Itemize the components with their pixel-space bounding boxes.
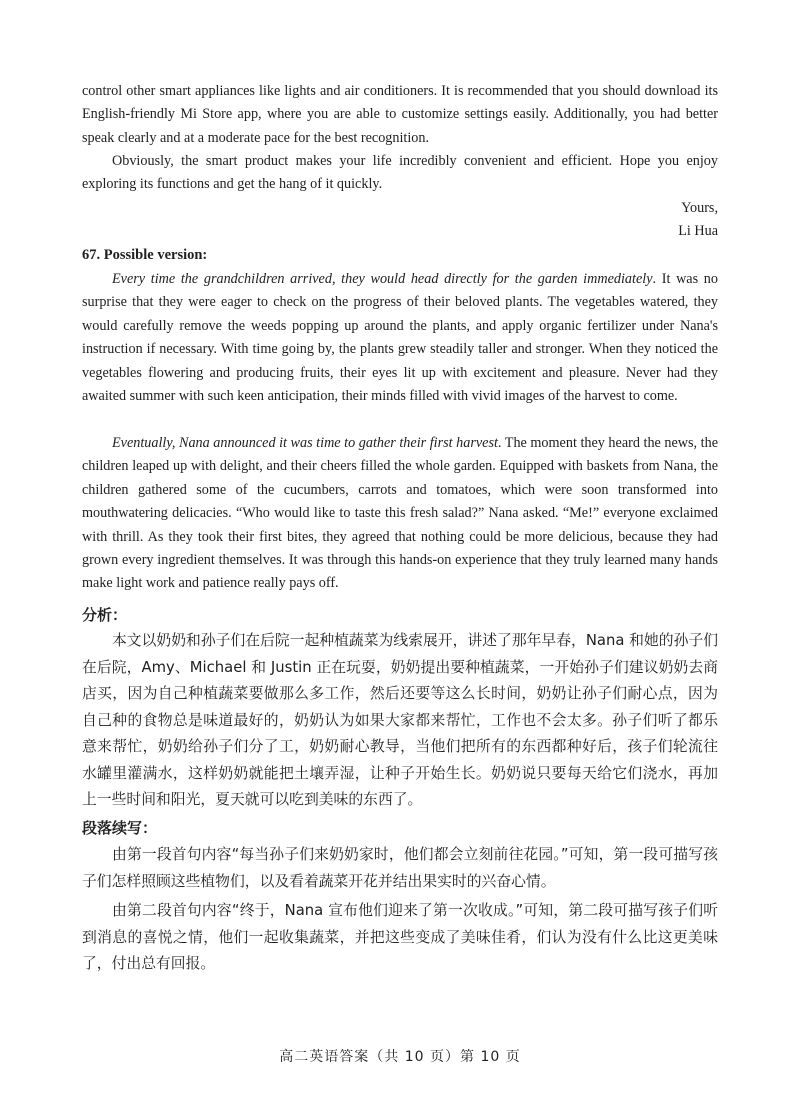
- email-closing-paragraph: Obviously, the smart product makes your life incredibly convenient and efficient. Hope you enjoy exploring its functions and get the hang of it quickly.: [82, 153, 718, 193]
- continuation-paragraph-1: 由第一段首句内容“每当孙子们来奶奶家时，他们都会立刻前往花园。”可知，第一段可描写孩子们怎样照顾这些植物们，以及看着蔬菜开花并结出果实时的兴奋心情。: [82, 846, 718, 890]
- email-body-paragraph: control other smart appliances like lights and air conditioners. It is recommended that you should download its English-friendly Mi Store app, where you are able to customize settings easily. Additionally, you had better speak clearly and at a moderate pace for the best recognition.: [82, 83, 718, 146]
- continuation-paragraph-2: 由第二段首句内容“终于，Nana 宣布他们迎来了第一次收成。”可知，第二段可描写孩子们听到消息的喜悦之情，他们一起收集蔬菜，并把这些变成了美味佳肴，们认为没有什么比这更美味了，付出总有回报。: [82, 902, 718, 972]
- story-paragraph-2: [82, 432, 718, 596]
- email-signature: Li Hua: [678, 223, 718, 239]
- continuation-heading: 段落续写：: [82, 819, 158, 837]
- question-67-heading: 67. Possible version:: [82, 247, 208, 263]
- story-paragraph-2-text: . The moment they heard the news, the children leaped up with delight, and their cheers filled the whole garden. Equipped with baskets from Nana, the children gathered some of the cucumbers, carrots and tomatoes, which were soon transformed into mouthwatering delicacies. “Who would like to taste this fresh salad?” Nana asked. “Me!” everyone exclaimed with thrill. As they took their first bites, they agreed that nothing could be more delicious, because they had grown every ingredient themselves. It was through this hands-on experience that they truly learned many hands make light work and patience really pays off.: [82, 435, 718, 592]
- story-paragraph-1: [82, 268, 718, 408]
- analysis-text: 本文以奶奶和孙子们在后院一起种植蔬菜为线索展开，讲述了那年早春，Nana 和她的孙子们在后院，Amy、Michael 和 Justin 正在玩耍，奶奶提出要种植蔬菜，一开始孙子们建议奶奶去商店买，因为自己种植蔬菜要做那么多工作，然后还要等这么长时间，奶奶让孙子们耐心点，因为自己种的食物总是味道最好的，奶奶认为如果大家都来帮忙，工作也不会太多。孙子们听了都乐意来帮忙，奶奶给孙子们分了工，奶奶耐心教导，当他们把所有的东西都种好后，孩子们轮流往水罐里灌满水，这样奶奶就能把土壤弄湿，让种子开始生长。奶奶说只要每天给它们浇水，再加上一些时间和阳光，夏天就可以吃到美味的东西了。: [82, 632, 718, 808]
- page-footer: 高二英语答案（共 10 页）第 10 页: [279, 1049, 521, 1065]
- story-paragraph-1-text: . It was no surprise that they were eager to check on the progress of their beloved plants. The vegetables watered, they would carefully remove the weeds popping up around the plants, and apply organic fertilizer under Nana's instruction if necessary. With time going by, the plants grew steadily taller and stronger. When they noticed the vegetables flowering and producing fruits, their eyes lit up with excitement and pleasure. Never had they awaited summer with such keen anticipation, their minds filled with vivid images of the harvest to come.: [82, 271, 718, 405]
- story-paragraph-1-lead: Every time the grandchildren arrived, they would head directly for the garden immediately: [112, 271, 653, 287]
- analysis-heading: 分析：: [82, 606, 128, 624]
- story-paragraph-2-lead: Eventually, Nana announced it was time to gather their first harvest: [112, 435, 498, 451]
- email-closing: Yours,: [681, 200, 718, 216]
